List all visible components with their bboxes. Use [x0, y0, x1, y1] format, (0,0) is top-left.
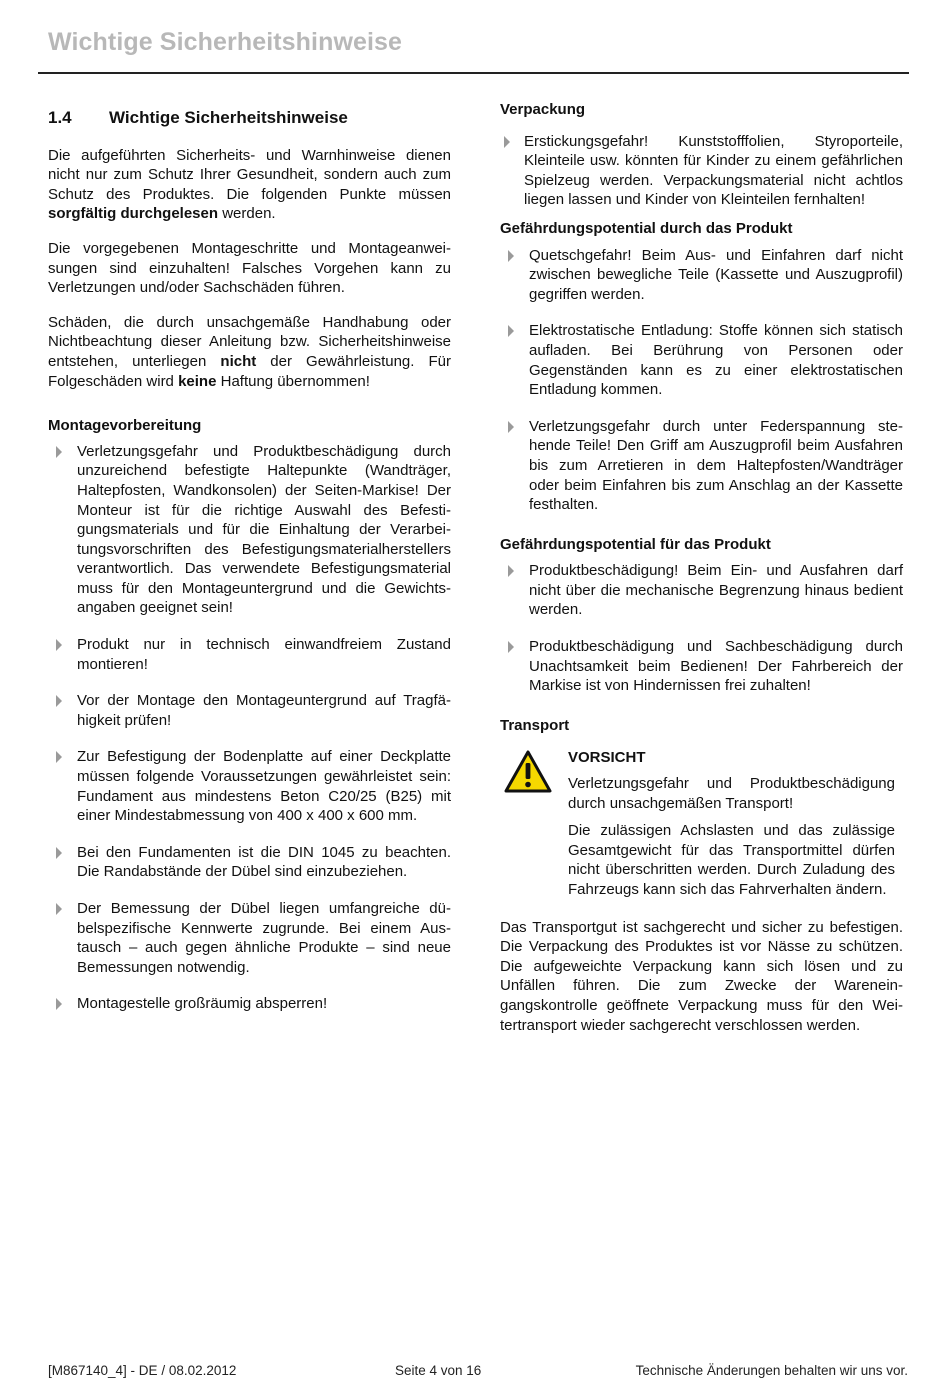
intro-p1-text-a: Die aufgeführten Sicherheits- und Warnhinweise dienen nicht nur zum Schutz Ihrer Gesundheit, sondern auch zum Schutz des Produktes. Die folgenden Punkte müssen — [48, 146, 451, 203]
warning-title: VORSICHT — [568, 749, 646, 767]
montage-list — [48, 442, 451, 1014]
list-item — [48, 442, 451, 618]
triangle-bullet-icon — [508, 325, 514, 337]
triangle-bullet-icon — [56, 695, 62, 707]
transport-paragraph: Das Transportgut ist sachgerecht und sicher zu befestigen. Die Verpackung des Produktes ist vor Nässe zu schützen. Die aufgeweichte Verpackung kann sich lösen und zu Unfällen führen. Die zum Zwecke der Wareneingangskontrolle geöffnete Verpackung muss für den Weitertransport wieder sachgerecht verschlossen werden. — [500, 918, 903, 1034]
right-column — [500, 100, 903, 1035]
section-title: Wichtige Sicherheitshinweise — [109, 108, 348, 127]
triangle-bullet-icon — [56, 847, 62, 859]
verpackung-heading: Verpackung — [500, 101, 586, 118]
warning-text-1: Verletzungsgefahr und Produktbeschädigung durch unsachgemäßen Transport! — [568, 775, 895, 812]
list-item-text: Erstickungsgefahr! Kunststofffolien, Styroporteile, Kleinteile usw. könnten für Kinder zu einem gefährlichen Spielzeug werden. Verpackungsmaterial nicht achtlos liegen lassen und Kinder von Kleinteilen fernhalten! — [524, 132, 903, 209]
gefahr-durch-list — [500, 246, 903, 515]
triangle-bullet-icon — [508, 421, 514, 433]
triangle-bullet-icon — [56, 998, 62, 1010]
list-item-text: Der Bemessung der Dübel liegen umfangreiche dübelspezifische Kennwerte zugrunde. Bei einem Austausch – auch gegen ähnliche Produkte – sind neue Bemessungen notwendig. — [77, 900, 451, 976]
triangle-bullet-icon — [56, 446, 62, 458]
intro-p3-text-b: der Gewährleistung. Für Folgeschäden wird — [48, 352, 451, 390]
intro-p3-bold-nicht: nicht — [220, 352, 257, 370]
gefahr-fuer-heading: Gefährdungspotential für das Produkt — [500, 535, 771, 553]
list-item — [500, 132, 903, 210]
intro-p1-text-b: werden. — [218, 205, 276, 223]
warning-triangle-icon — [504, 750, 552, 794]
list-item — [48, 843, 451, 882]
list-item — [48, 635, 451, 674]
list-item — [48, 899, 451, 977]
intro-p3-text-a: Schäden, die durch unsachgemäße Handhabung oder Nichtbeachtung dieser Anleitung bzw. Sicherheitshinweise entstehen, unterliegen — [48, 313, 451, 370]
list-item-text: Elektrostatische Entladung: Stoffe können sich statisch aufladen. Bei Berührung von Personen oder Gegenständen kann es zu einer elektrostatischen Entladung kommen. — [529, 322, 903, 399]
transport-heading: Transport — [500, 716, 570, 734]
section-number: 1.4 — [48, 108, 72, 127]
triangle-bullet-icon — [56, 751, 62, 763]
intro-p1-bold: sorgfältig durchgelesen — [48, 205, 219, 223]
gefahr-durch-heading: Gefährdungspotential durch das Produkt — [500, 219, 793, 237]
list-item-text: Produktbeschädigung! Beim Ein- und Ausfahren darf nicht über die mechanische Begrenzung hinaus bedient werden. — [529, 562, 903, 619]
list-item — [500, 246, 903, 305]
list-item — [500, 417, 903, 515]
footer-page-number: Seite 4 von 16 — [395, 1363, 482, 1378]
section-heading — [48, 108, 451, 128]
list-item-text: Produkt nur in technisch einwandfreiem Zustand montieren! — [77, 636, 451, 673]
warning-text-2: Die zulässigen Achslasten und das zulässige Gesamtgewicht für das Transportmittel dürfen nicht überschritten werden. Durch Zuladung des Fahrzeugs kann sich das Fahrverhalten ändern. — [568, 822, 895, 898]
triangle-bullet-icon — [508, 641, 514, 653]
intro-paragraph-2: Die vorgegebenen Montageschritte und Montageanweisungen sind einzuhalten! Falsches Vorgehen kann zu Verletzungen und/oder Sachschäden führen. — [48, 239, 451, 297]
list-item — [500, 321, 903, 399]
list-item-text: Verletzungsgefahr durch unter Federspannung stehende Teile! Den Griff am Auszugprofil beim Ausfahren bis zum Arretieren in dem Haltepfosten/Wandträger oder beim Einfahren bis zum Anschlag an der Kassette festhalten. — [529, 417, 903, 514]
triangle-bullet-icon — [56, 903, 62, 915]
list-item — [48, 994, 451, 1014]
intro-paragraph-1 — [48, 146, 451, 224]
list-item — [48, 691, 451, 730]
triangle-bullet-icon — [56, 639, 62, 651]
header-rule — [38, 72, 909, 74]
warning-box — [500, 748, 903, 899]
footer-disclaimer: Technische Änderungen behalten wir uns vor. — [635, 1363, 908, 1378]
gefahr-fuer-list — [500, 561, 903, 696]
list-item-text: Bei den Fundamenten ist die DIN 1045 zu beachten. Die Randabstände der Dübel sind einzubeziehen. — [77, 843, 451, 881]
intro-p3-text-c: Haftung übernommen! — [216, 372, 370, 390]
triangle-bullet-icon — [504, 136, 510, 148]
list-item-text: Produktbeschädigung und Sachbeschädigung durch Unachtsamkeit beim Bedienen! Der Fahrbereich der Markise ist von Hindernissen frei zuhalten! — [529, 638, 903, 695]
intro-paragraph-3 — [48, 313, 451, 391]
list-item-text: Montagestelle großräumig absperren! — [77, 995, 328, 1013]
list-item — [48, 747, 451, 825]
triangle-bullet-icon — [508, 250, 514, 262]
list-item-text: Vor der Montage den Montageuntergrund auf Tragfähigkeit prüfen! — [77, 692, 451, 729]
verpackung-list — [500, 132, 903, 210]
list-item-text: Quetschgefahr! Beim Aus- und Einfahren darf nicht zwischen bewegliche Teile (Kassette und Auszugprofil) gegriffen werden. — [529, 246, 903, 303]
triangle-bullet-icon — [508, 565, 514, 577]
footer-doc-id: [M867140_4] - DE / 08.02.2012 — [48, 1363, 237, 1378]
list-item-text: Zur Befestigung der Bodenplatte auf einer Deckplatte müssen folgende Voraussetzungen gewährleistet sein: Fundament aus mindestens Beton C20/25 (B25) mit einer Mindestabmessung von 400 x 400 x 600 mm. — [77, 748, 451, 825]
montage-heading: Montagevorbereitung — [48, 417, 202, 435]
list-item-text: Verletzungsgefahr und Produktbeschädigung durch unzureichend befestigte Haltepunkte (Wandträger, Haltepfosten, Wandkonsolen) der Seiten-Markise! Der Monteur ist für die richtige Auswahl des Befestigungsmaterials und für die Einhaltung der Verarbeitungsvorschriften des Befestigungsmaterialherstellers verantwortlich. Das verwendete Befestigungsmaterial muss für den Montageuntergrund und die Gewichtsangaben geeignet sein! — [77, 442, 451, 617]
list-item — [500, 561, 903, 620]
intro-p3-bold-keine: keine — [178, 372, 217, 390]
running-head-title: Wichtige Sicherheitshinweise — [48, 28, 403, 56]
left-column — [48, 100, 451, 1031]
list-item — [500, 637, 903, 696]
